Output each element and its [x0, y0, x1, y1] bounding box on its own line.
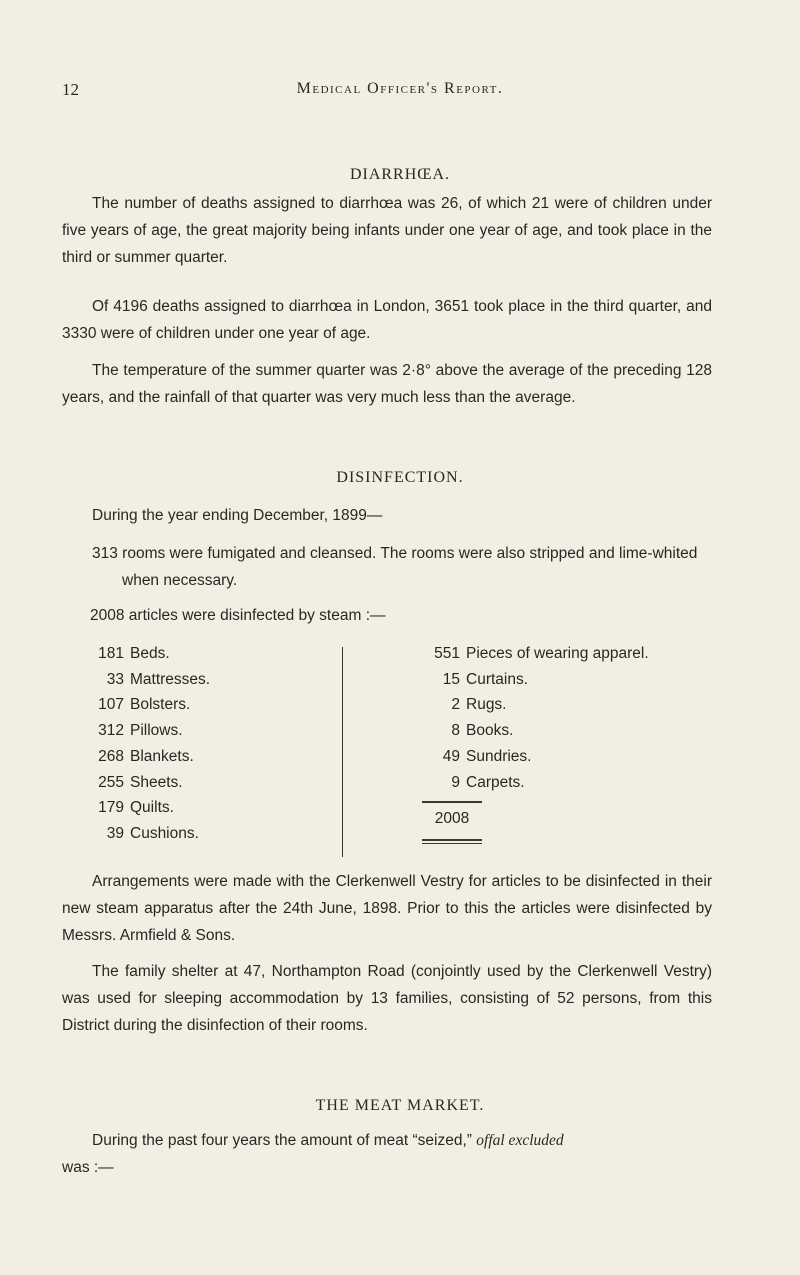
article-count: 255 [98, 773, 124, 791]
meat-market-text-start: During the past four years the amount of meat “seized,” [92, 1132, 472, 1149]
article-row [422, 696, 507, 714]
article-row [422, 645, 649, 663]
article-name: Cushions. [130, 824, 199, 842]
article-count: 2 [451, 696, 460, 714]
article-row [86, 671, 210, 689]
article-row [422, 722, 513, 740]
diarrhoea-heading: DIARRHŒA. [349, 166, 451, 183]
shelter-paragraph-text: The family shelter at 47, Northampton Road (conjointly used by the Clerkenwell Vestry) was used for sleeping accommodation by 13 families, consisting of 52 persons, from this District during the disinfection of their rooms. [62, 963, 712, 1034]
article-row [422, 774, 525, 792]
article-row [86, 825, 199, 843]
article-name: Mattresses. [130, 670, 211, 688]
arrangements-paragraph [62, 868, 712, 949]
article-count: 8 [451, 722, 460, 740]
page-number: 12 [62, 80, 79, 99]
article-name: Sheets. [130, 773, 183, 791]
article-row [86, 645, 170, 663]
article-row [86, 748, 194, 766]
article-count: 49 [442, 747, 460, 765]
offal-excluded-text: offal excluded [476, 1132, 564, 1149]
article-count: 33 [106, 670, 124, 688]
article-name: Blankets. [130, 747, 194, 765]
disinfection-intro: During the year ending December, 1899— [92, 507, 383, 524]
article-name: Pillows. [130, 722, 183, 740]
article-name: Quilts. [130, 799, 174, 817]
disinfection-heading: DISINFECTION. [336, 469, 464, 486]
article-name: Bolsters. [130, 696, 191, 714]
article-name: Books. [466, 722, 514, 740]
article-row [422, 671, 528, 689]
meat-market-paragraph [62, 1127, 712, 1181]
article-row [86, 722, 183, 740]
article-count: 15 [442, 670, 460, 688]
shelter-paragraph [62, 958, 712, 1039]
articles-total: 2008 [434, 810, 470, 827]
article-name: Pieces of wearing apparel. [466, 645, 649, 662]
diarrhoea-paragraph-2 [62, 293, 712, 347]
article-count: 312 [98, 722, 124, 740]
article-count: 9 [451, 773, 460, 791]
column-divider [342, 647, 343, 857]
diarrhoea-paragraph-1-text: The number of deaths assigned to diarrhœa was 26, of which 21 were of children under five years of age, the great majority being infants under one year of age, and took place in the third or summer quarter. [62, 195, 712, 266]
diarrhoea-paragraph-3 [62, 357, 712, 411]
article-row [86, 696, 190, 714]
diarrhoea-paragraph-2-text: Of 4196 deaths assigned to diarrhœa in London, 3651 took place in the third quarter, and 3330 were of children under one year of age. [62, 298, 712, 342]
article-name: Carpets. [466, 773, 525, 791]
steam-articles-line: 2008 articles were disinfected by steam :— [90, 607, 386, 624]
total-rule-bottom-2 [422, 843, 482, 844]
article-row [86, 799, 174, 817]
article-name: Sundries. [466, 747, 532, 765]
article-name: Curtains. [466, 670, 529, 688]
article-row [86, 774, 183, 792]
meat-market-heading: THE MEAT MARKET. [315, 1097, 485, 1114]
article-count: 181 [98, 645, 124, 662]
article-row [422, 748, 531, 766]
diarrhoea-paragraph-3-text: The temperature of the summer quarter was 2·8° above the average of the preceding 128 years, and the rainfall of that quarter was very much less than the average. [62, 362, 712, 406]
arrangements-paragraph-text: Arrangements were made with the Clerkenwell Vestry for articles to be disinfected in their new steam apparatus after the 24th June, 1898. Prior to this the articles were disinfected by Messrs. Armfield & Sons. [62, 873, 712, 944]
article-count: 107 [98, 696, 124, 714]
article-name: Beds. [130, 645, 170, 662]
rooms-fumigated: 313 rooms were fumigated and cleansed. The rooms were also stripped and lime-whited when necessary. [92, 545, 698, 589]
running-header: Medical Officer's Report. [296, 80, 504, 97]
article-count: 551 [434, 645, 460, 662]
total-rule-bottom-1 [422, 839, 482, 841]
meat-market-text-end: was :— [62, 1159, 114, 1176]
total-rule-top [422, 801, 482, 803]
article-name: Rugs. [466, 696, 507, 714]
article-count: 179 [98, 799, 124, 817]
diarrhoea-paragraph-1 [62, 190, 712, 271]
article-count: 268 [98, 747, 124, 765]
article-count: 39 [106, 824, 124, 842]
